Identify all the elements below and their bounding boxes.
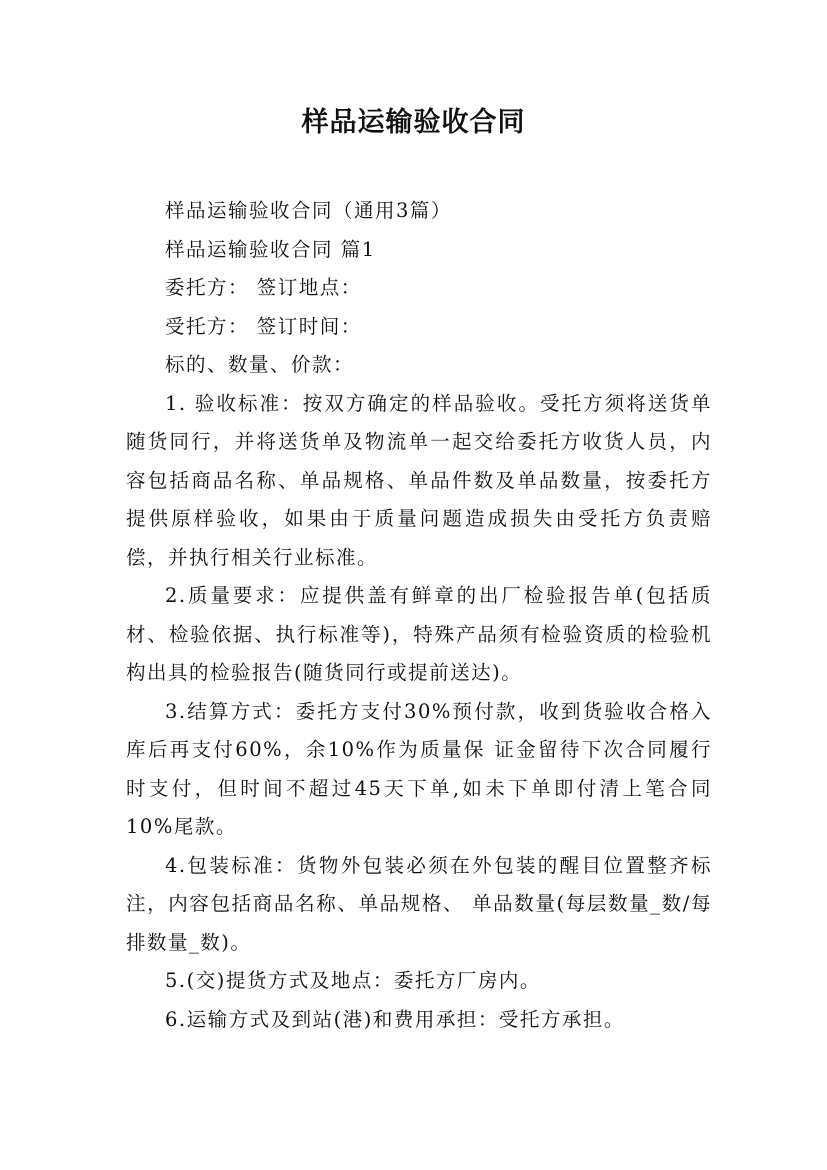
clause-packaging-standard: 4.包装标准：货物外包装必须在外包装的醒目位置整齐标注，内容包括商品名称、单品规格、 单品数量(每层数量_数/每排数量_数)。 <box>126 853 712 954</box>
clause-settlement-method: 3.结算方式：委托方支付30%预付款，收到货验收合格入库后再支付60%，余10%作为质量保 证金留待下次合同履行时支付，但时间不超过45天下单,如未下单即付清上笔合同10%尾款。 <box>126 699 712 838</box>
clause-quality-requirements: 2.质量要求：应提供盖有鲜章的出厂检验报告单(包括质材、检验依据、执行标准等)，特殊产品须有检验资质的检验机构出具的检验报告(随货同行或提前送达)。 <box>126 584 712 684</box>
subtitle-paragraph: 样品运输验收合同（通用3篇） <box>165 199 452 222</box>
clause-acceptance-standard: 1. 验收标准：按双方确定的样品验收。受托方须将送货单随货同行，并将送货单及物流单一起交给委托方收货人员，内容包括商品名称、单品规格、单品件数及单品数量，按委托方提供原样验收，如果由于质量问题造成损失由受托方负责赔偿，并执行相关行业标准。 <box>126 391 712 569</box>
clause-delivery-location: 5.(交)提货方式及地点：委托方厂房内。 <box>165 969 541 992</box>
contractor-signing-time-line: 受托方： 签订时间： <box>165 314 362 338</box>
subject-quantity-price-line: 标的、数量、价款： <box>165 353 355 376</box>
section-heading: 样品运输验收合同 篇1 <box>165 237 376 261</box>
document-body <box>126 192 712 1039</box>
clause-transport-costs: 6.运输方式及到站(港)和费用承担：受托方承担。 <box>165 1007 625 1031</box>
client-signing-location-line: 委托方： 签订地点： <box>165 276 362 299</box>
document-title: 样品运输验收合同 <box>301 107 526 138</box>
